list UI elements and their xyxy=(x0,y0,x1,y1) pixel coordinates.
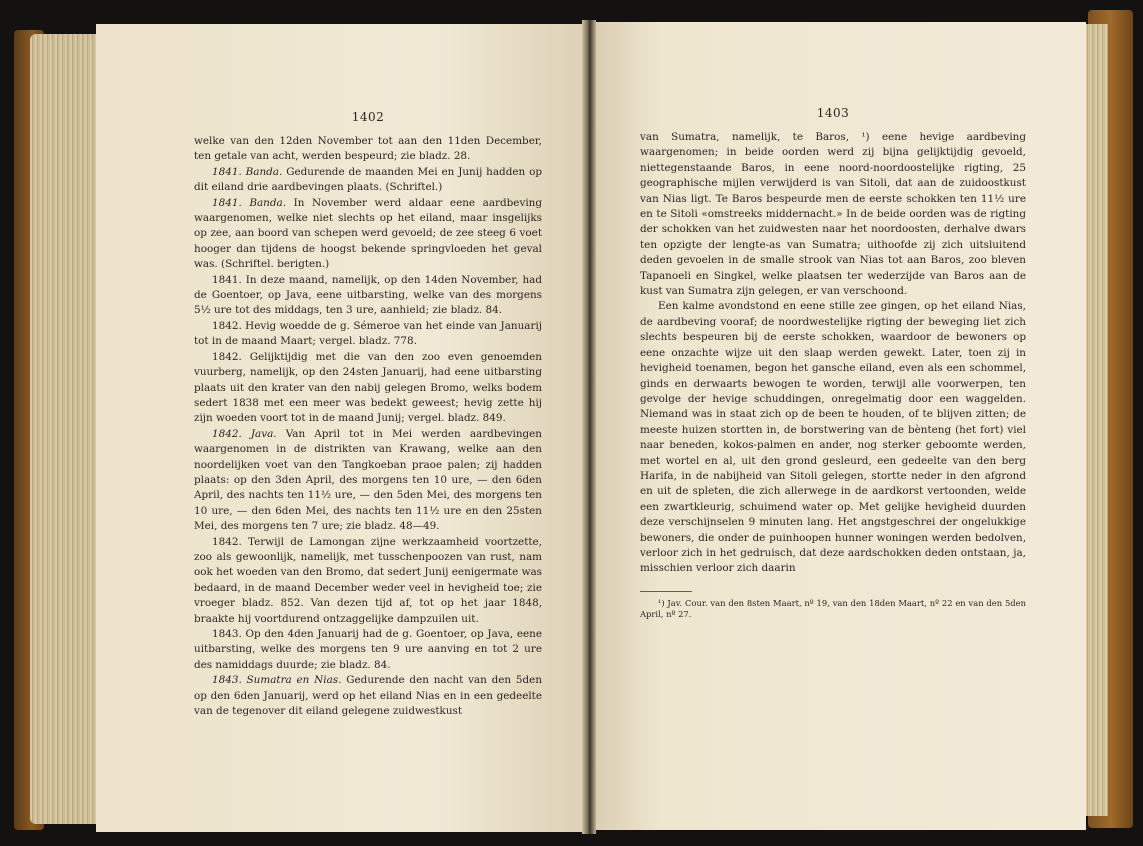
paragraph-text: In November werd aldaar eene aardbeving waargenomen, welke niet slechts op het eiland, maar insgelijks op zee, aan boord van schepen werd gevoeld; de zee steeg 6 voet hooger dan tijdens de hoogst bekende springvloeden het geval was. (Schriftel. berigten.) xyxy=(194,196,542,271)
paragraph xyxy=(194,134,542,165)
left-page-stack xyxy=(30,34,105,824)
paragraph-text: welke van den 12den November tot aan den 11den December, ten getale van acht, werden bespeurd; zie bladz. 28. xyxy=(194,135,542,163)
right-page xyxy=(590,22,1086,830)
paragraph-text: Gedurende den nacht van den 5den op den 6den Januarij, werd op het eiland Nias en in een gedeelte van de tegenover dit eiland gelegene zuidwestkust xyxy=(194,674,543,718)
paragraph-text: Van April tot in Mei werden aardbevingen waargenomen in de distrikten van Krawang, welke aan den noordelijken voet van den Tangkoeban praoe palen; zij hadden plaats: op den 3den April, des morgens ten 10 ure, — den 6den April, des nachts ten 11½ ure, — den 5den Mei, des morgens ten 10 ure, — den 6den Mei, des nachts ten 11½ ure en den 25sten Mei, des morgens ten 7 ure; zie bladz. 48—49. xyxy=(194,427,543,533)
footnote: ¹) Jav. Cour. van den 8sten Maart, nº 19, van den 18den Maart, nº 22 en van den 5den April, nº 27. xyxy=(640,597,1026,619)
paragraph xyxy=(194,673,542,719)
paragraph-text: 1843. Op den 4den Januarij had de g. Goentoer, op Java, eene uitbarsting, welke des morgens ten 9 ure aanving en tot 2 ure des namiddags duurde; zie bladz. 84. xyxy=(194,628,542,671)
paragraph-text: 1841. In deze maand, namelijk, op den 14den November, had de Goentoer, op Java, eene uitbarsting, welke van des morgens 5½ ure tot des middags, ten 3 ure, aanhield; zie bladz. 84. xyxy=(194,273,542,317)
page-number-right: 1403 xyxy=(816,106,850,120)
paragraph-text: 1842. Gelijktijdig met die van den zoo even genoemden vuurberg, namelijk, op den 24sten Januarij, had eene uitbarsting plaats uit den krater van den nabij gelegen Bromo, welks bodem sedert 1838 met een meer was bedekt geweest; hevig zette hij zijn woeden voort tot in de maand Junij; vergel. bladz. 849. xyxy=(194,350,542,425)
entry-heading: 1841. Banda. xyxy=(212,165,283,178)
left-page xyxy=(96,24,588,832)
entry-heading: 1842. Java. xyxy=(212,427,277,440)
paragraph xyxy=(194,427,542,535)
paragraph xyxy=(194,350,542,427)
paragraph xyxy=(194,196,542,273)
paragraph xyxy=(194,319,542,350)
paragraph xyxy=(194,627,542,673)
paragraph xyxy=(194,535,542,627)
book-gutter xyxy=(582,20,596,834)
right-page-body xyxy=(640,130,1026,577)
paragraph xyxy=(194,165,542,196)
entry-heading: 1841. Banda. xyxy=(212,196,287,209)
paragraph xyxy=(194,273,542,319)
footnote-rule xyxy=(640,591,692,592)
left-page-body xyxy=(194,134,542,719)
paragraph: Een kalme avondstond en eene stille zee gingen, op het eiland Nias, de aardbeving vooraf; de noordwestelijke rigting der beweging liet zich slechts bespeuren bij de eerste schokken, waardoor de bewoners op eene onzachte wijze uit den slaap werden gewekt. Later, toen zij in hevigheid toenamen, begon het gansche eiland, even als een schommel, ginds en derwaarts bewogen te worden, terwijl alle voorwerpen, ten gevolge der hevige schuddingen, onregelmatig door een waggelden. Niemand was in staat zich op de been te houden, of te blijven zitten; de meeste huizen stortten in, de borstwering van de bènteng (het fort) viel naar beneden, kokos-palmen en ander, nog sterker geboomte werden, met wortel en al, uit den grond gesleurd, een gedeelte van den berg Harifa, in de nabijheid van Sitoli gelegen, stortte neder in den afgrond en uit de spleten, die zich allerwege in de aardkorst vertoonden, welde een zwartkleurig, schuimend water op. Met gelijke hevigheid duurden deze verschijnselen 9 minuten lang. Het angstgeschrei der ongelukkige bewoners, die onder de puinhoopen hunner woningen werden bedolven, verloor zich in het gedruisch, dat deze aardschokken deden ontstaan, ja, misschien verloor zich daarin xyxy=(640,300,1026,575)
page-number-left: 1402 xyxy=(351,110,385,124)
paragraph-text: Gedurende de maanden Mei en Junij hadden op dit eiland drie aardbevingen plaats. (Schriftel.) xyxy=(194,165,542,194)
paragraph-text: 1842. Terwijl de Lamongan zijne werkzaamheid voortzette, zoo als gewoonlijk, namelijk, met tusschenpoozen van rust, nam ook het woeden van den Bromo, dat sedert Junij eenigermate was bedaard, in de maand December weder veel in hevigheid toe; zie vroeger bladz. 852. Van dezen tijd af, tot op het jaar 1848, braakte hij voortdurend ontzaggelijke dampzuilen uit. xyxy=(194,535,542,625)
paragraph: van Sumatra, namelijk, te Baros, ¹) eene hevige aardbeving waargenomen; in beide oorden werd zij bijna gelijktijdig gevoeld, niettegenstaande Baros, in eene noord-noordoostelijke rigting, 25 geographische mijlen verwijderd is van Sitoli, dat aan de zuidoostkust van Nias ligt. Te Baros bespeurde men de eerste schokken ten 11½ ure en te Sitoli «omstreeks middernacht.» In de beide oorden was de rigting der schokken van het zuidwesten naar het noordoosten, derhalve dwars ten opzigte der lengte-as van Sumatra; uithoofde zij zich uitsluitend deden gevoelen in de smalle strook van Nias tot aan Baros, zoo bleven Tapanoeli en Singkel, welke plaatsen ter wederzijde van Baros aan de kust van Sumatra zijn gelegen, er van verschoond. xyxy=(640,131,1026,298)
paragraph-text: 1842. Hevig woedde de g. Sémeroe van het einde van Januarij tot in de maand Maart; vergel. bladz. 778. xyxy=(194,319,542,348)
entry-heading: 1843. Sumatra en Nias. xyxy=(212,674,342,687)
